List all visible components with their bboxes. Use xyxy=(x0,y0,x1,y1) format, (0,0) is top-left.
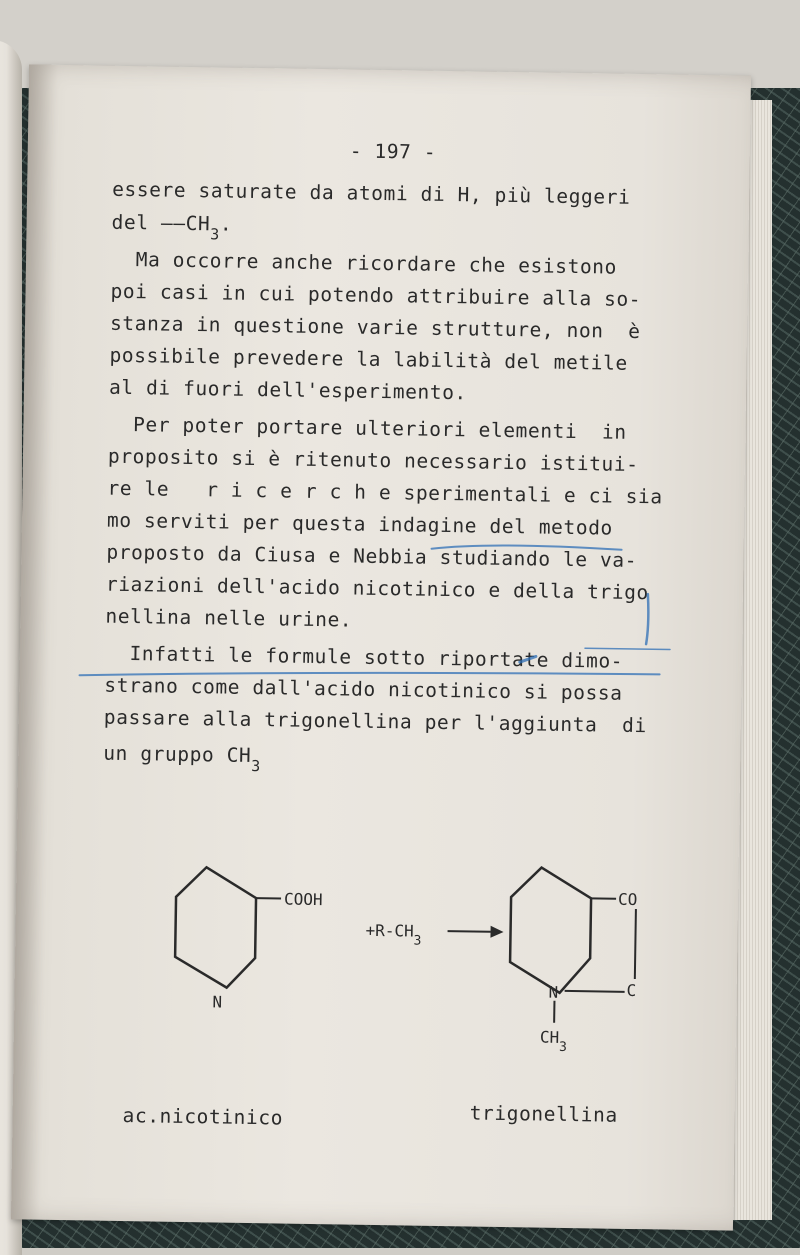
cooh-label: COOH xyxy=(283,889,323,910)
co-label: CO xyxy=(617,889,638,910)
text-line: riazioni dell'acido nicotinico e della trigo xyxy=(105,572,650,605)
text-line: poi casi in cui potendo attribuire alla so- xyxy=(110,279,642,312)
page-number: - 197 - xyxy=(349,139,437,164)
text-line: Ma occorre anche ricordare che esistono xyxy=(110,247,618,279)
text-line: strano come dall'acido nicotinico si possa xyxy=(104,673,623,705)
text-line: Infatti le formule sotto riportate dimo- xyxy=(104,641,624,673)
text-line: re le r i c e r c h e sperimentali e ci sia xyxy=(107,476,663,509)
caption-nicotinic-acid: ac.nicotinico xyxy=(122,1104,284,1130)
nicotinic-acid-structure xyxy=(174,867,323,1013)
text-line: proposto da Ciusa e Nebbia studiando le va- xyxy=(106,540,638,573)
c-label: C xyxy=(626,980,637,1001)
trigonelline-structure xyxy=(509,867,639,1056)
nitrogen-label: N xyxy=(212,992,223,1012)
text-line: passare alla trigonellina per l'aggiunta di xyxy=(103,705,647,738)
reagent-label: $+R-CH_3$ xyxy=(365,920,422,949)
pyridine-ring xyxy=(175,867,257,988)
text-line: al di fuori dell'esperimento. xyxy=(108,375,468,405)
bond-line xyxy=(635,909,636,979)
text-line: un gruppo $CH_3$ xyxy=(103,741,261,776)
text-line: stanza in questione varie strutture, non è xyxy=(109,311,641,344)
nitrogen-label: N xyxy=(548,982,559,1002)
arrow-line xyxy=(448,931,491,932)
pyridinium-ring xyxy=(510,867,592,993)
text-line: possibile prevedere la labilità del metile xyxy=(109,343,628,375)
text-line: proposito si è ritenuto necessario istitui- xyxy=(107,444,639,477)
chemical-formulas xyxy=(11,64,751,1230)
text-line: del $——CH_3$. xyxy=(111,210,233,244)
bond-line xyxy=(565,991,625,992)
methyl-label: $CH_3$ xyxy=(539,1027,567,1055)
text-line: mo serviti per questa indagine del metodo xyxy=(106,508,614,540)
text-line: essere saturate da atomi di H, più leggeri xyxy=(111,177,631,209)
book-page xyxy=(11,64,751,1230)
reagent-arrow xyxy=(365,921,503,950)
text-line: Per poter portare ulteriori elementi in xyxy=(108,412,627,444)
text-line: nellina nelle urine. xyxy=(105,604,353,632)
caption-trigonelline: trigonellina xyxy=(469,1101,618,1127)
arrow-head xyxy=(490,926,503,938)
